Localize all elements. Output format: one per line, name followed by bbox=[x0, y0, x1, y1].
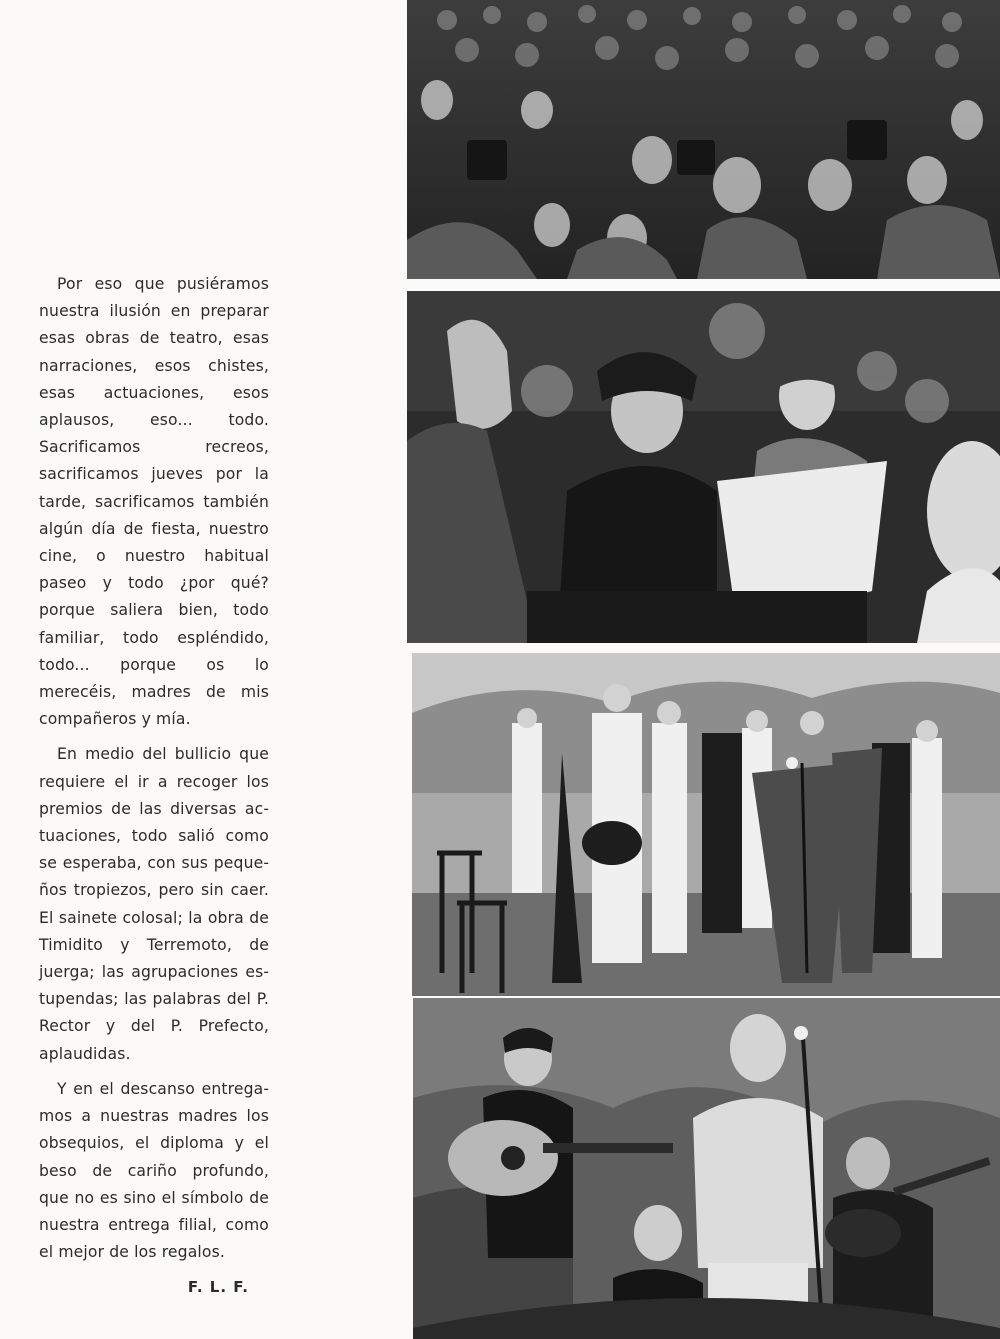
photo-guitar-performance bbox=[413, 998, 1000, 1339]
article-paragraph: En medio del bullicio que requiere el ir a recoger los premios de las diversas actuaciones, todo salió como se esperaba, con sus pequeños tropiezos, pero sin caer. El sainete colosal; la obra de Timidito y Terremoto, de juerga; las agrupaciones estupendas; las palabras del P. Rector y del P. Prefecto, aplaudidas. bbox=[39, 745, 269, 1063]
article-paragraph: Y en el descanso entregamos a nuestras madres los obsequios, el diploma y el beso de cariño profundo, que no es sino el símbolo de nuestra entrega filial, como el mejor de los regalos. bbox=[39, 1079, 269, 1262]
photo-audience bbox=[407, 0, 1000, 279]
article-text bbox=[39, 271, 269, 1302]
author-signature: F. L. F. bbox=[187, 1278, 249, 1297]
article-paragraph: Por eso que pusiéramos nuestra ilusión en preparar esas obras de teatro, esas narraciones, esos chistes, esas actuaciones, esos aplausos, eso... todo. Sacrificamos recreos, sacrificamos jueves por la tarde, sacrificamos también algún día de fiesta, nuestro cine, o nuestro habitual paseo y todo ¿por qué? porque saliera bien, todo familiar, todo espléndido, todo... porque os lo merecéis, madres de mis compañeros y mía. bbox=[39, 275, 269, 729]
photo-stage-group bbox=[412, 653, 1000, 996]
photo-diploma-presentation bbox=[407, 291, 1000, 643]
